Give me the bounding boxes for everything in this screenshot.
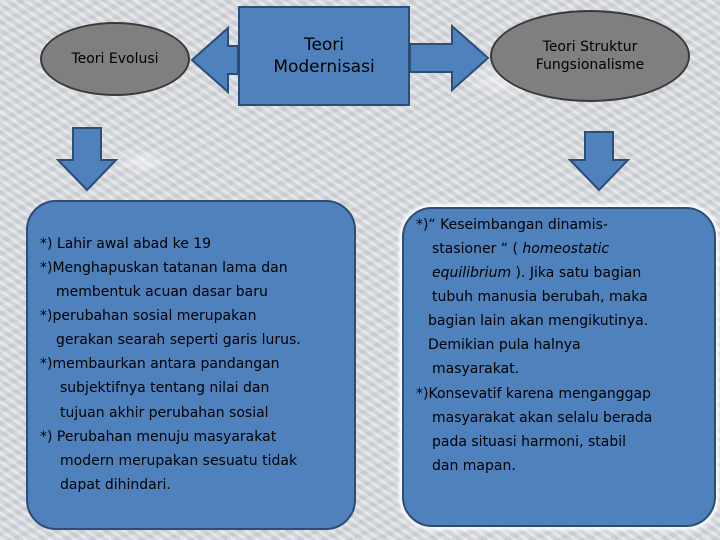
- node-teori-evolusi: [40, 22, 190, 96]
- node-right-line1: Teori Struktur: [542, 38, 638, 55]
- evolusi-description-box: [26, 200, 356, 530]
- right-line: *)Konsevatif karena menganggap: [416, 385, 652, 402]
- left-line: *)membaurkan antara pandangan: [40, 356, 280, 373]
- right-line: Demikian pula halnya: [428, 337, 581, 354]
- node-center-line1: Teori: [303, 34, 345, 55]
- left-line: *) Perubahan menuju masyarakat: [40, 428, 277, 445]
- double-arrow-left: [192, 28, 238, 92]
- term-homeostatic: homeostatic: [522, 241, 610, 258]
- right-line: masyarakat akan selalu berada: [432, 409, 653, 426]
- left-line: modern merupakan sesuatu tidak: [60, 452, 298, 469]
- node-teori-struktur-fungsionalisme: [490, 10, 690, 102]
- node-right-line2: Fungsionalisme: [535, 57, 645, 73]
- down-arrow-left: [58, 128, 116, 190]
- node-teori-modernisasi: [238, 6, 410, 106]
- right-line: pada situasi harmoni, stabil: [432, 433, 626, 450]
- node-center-line2: Modernisasi: [273, 57, 375, 77]
- fungsionalisme-description-box: [402, 207, 716, 527]
- left-line: membentuk acuan dasar baru: [56, 284, 268, 301]
- down-arrow-right: [570, 132, 628, 190]
- node-teori-evolusi-label: Teori Evolusi: [71, 50, 159, 67]
- left-line: dapat dihindari.: [60, 476, 171, 493]
- right-line: *)“ Keseimbangan dinamis-: [416, 217, 608, 233]
- right-line: tubuh manusia berubah, maka: [432, 289, 648, 306]
- right-line: equilibrium ). Jika satu bagian: [432, 265, 642, 282]
- double-arrow-right: [410, 26, 488, 90]
- left-line: *)perubahan sosial merupakan: [40, 308, 257, 325]
- left-line: tujuan akhir perubahan sosial: [60, 404, 269, 421]
- left-line: *) Lahir awal abad ke 19: [40, 236, 212, 252]
- term-equilibrium: equilibrium: [432, 265, 512, 282]
- right-line: bagian lain akan mengikutinya.: [428, 313, 649, 330]
- right-line: masyarakat.: [432, 361, 520, 378]
- right-line: stasioner “ ( homeostatic: [432, 241, 610, 258]
- left-line: gerakan searah seperti garis lurus.: [56, 332, 301, 349]
- left-line: subjektifnya tentang nilai dan: [60, 380, 270, 397]
- right-line: dan mapan.: [432, 457, 516, 474]
- left-line: *)Menghapuskan tatanan lama dan: [40, 260, 288, 277]
